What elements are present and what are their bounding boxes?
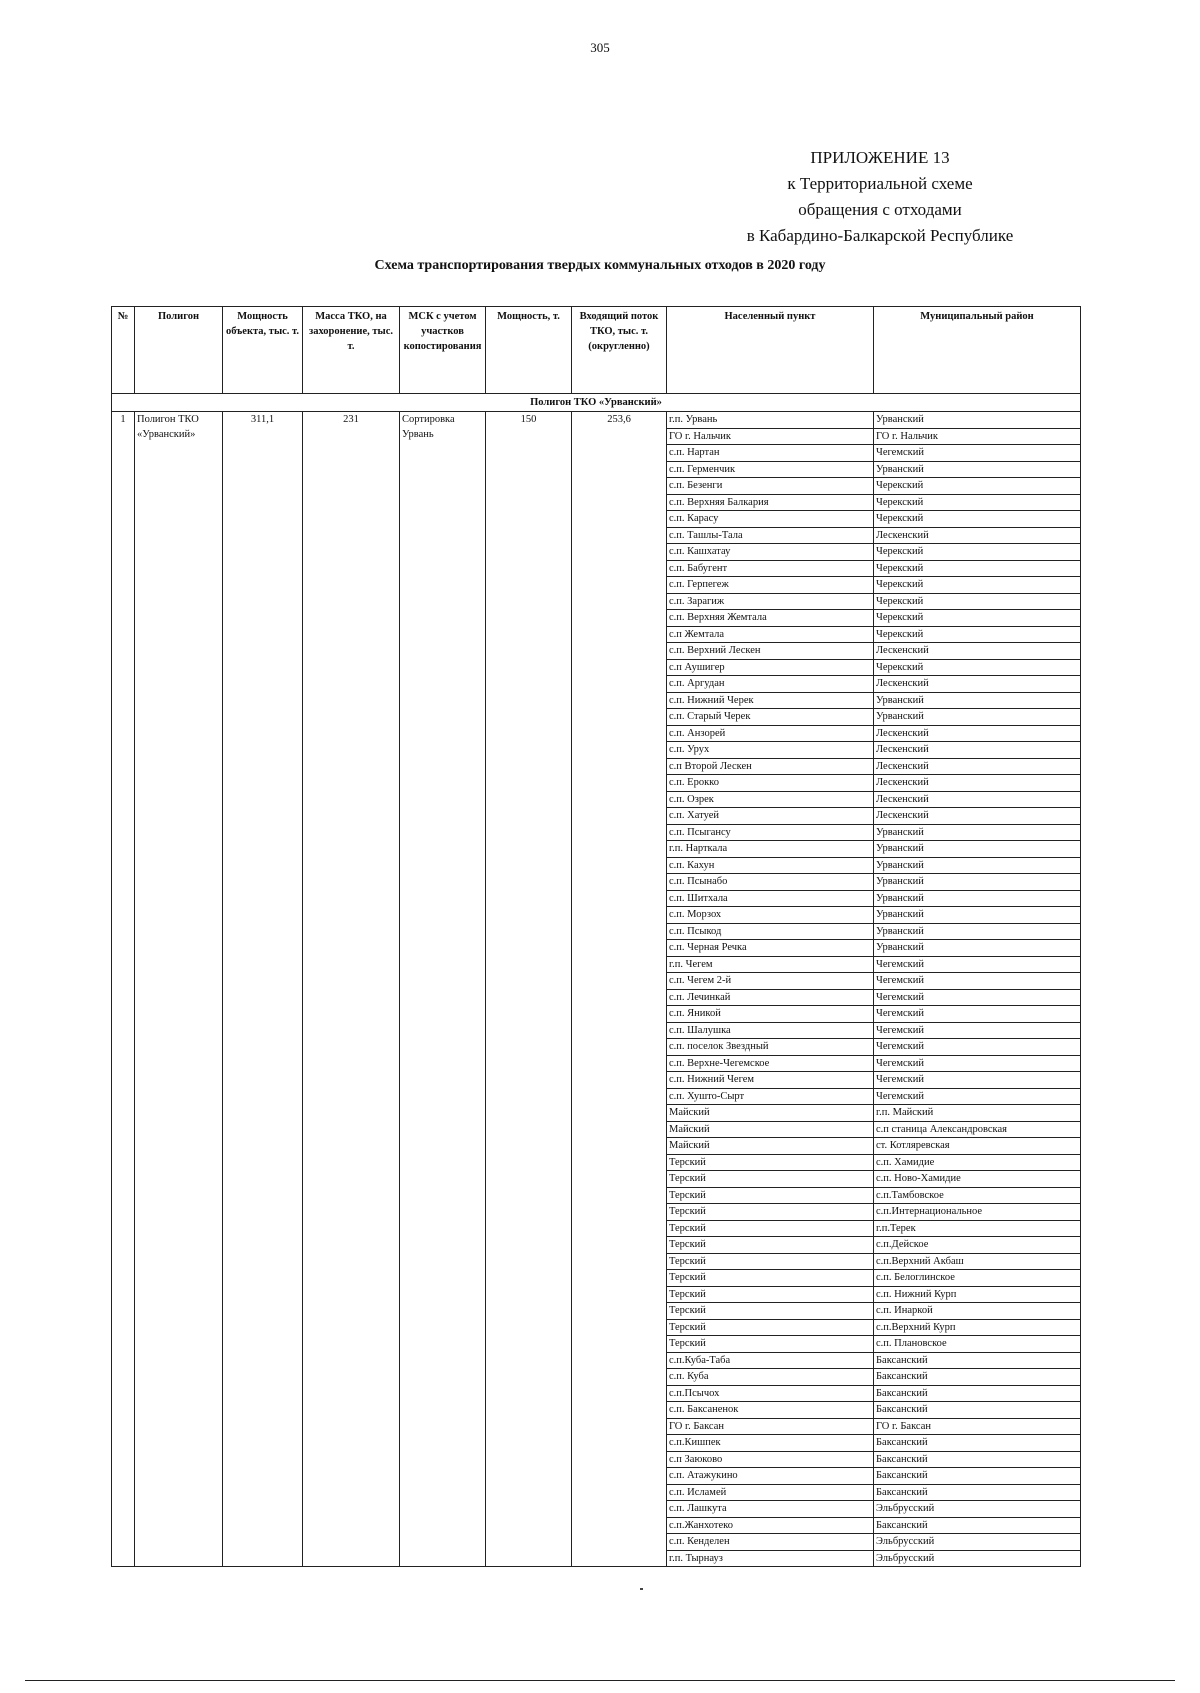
district-cell: с.п.Верхний Акбаш: [874, 1253, 1081, 1270]
header-district: Муниципальный район: [874, 307, 1081, 394]
district-cell: Баксанский: [874, 1402, 1081, 1419]
section-row: [112, 394, 1081, 412]
district-cell: Чегемский: [874, 1022, 1081, 1039]
settlement-cell: с.п. Хатуей: [667, 808, 874, 825]
header-msk: МСК с учетом участков копостирования: [400, 307, 486, 394]
settlement-cell: ГО г. Нальчик: [667, 428, 874, 445]
district-cell: Чегемский: [874, 956, 1081, 973]
district-cell: Чегемский: [874, 989, 1081, 1006]
settlement-cell: с.п. Верхний Лескен: [667, 643, 874, 660]
district-cell: с.п.Верхний Курп: [874, 1319, 1081, 1336]
district-cell: Баксанский: [874, 1517, 1081, 1534]
settlement-cell: с.п. Озрек: [667, 791, 874, 808]
settlement-cell: с.п Аушигер: [667, 659, 874, 676]
settlement-cell: Терский: [667, 1220, 874, 1237]
district-cell: Черекский: [874, 659, 1081, 676]
district-cell: Баксанский: [874, 1468, 1081, 1485]
capacity-cell: [223, 412, 303, 1567]
district-cell: Урванский: [874, 461, 1081, 478]
district-cell: Лескенский: [874, 725, 1081, 742]
district-cell: Урванский: [874, 412, 1081, 429]
settlement-cell: с.п. Анзорей: [667, 725, 874, 742]
settlement-cell: с.п. Кашхатау: [667, 544, 874, 561]
num-cell: [112, 412, 135, 1567]
settlement-cell: с.п.Кишпек: [667, 1435, 874, 1452]
settlement-cell: Терский: [667, 1187, 874, 1204]
settlement-cell: с.п Второй Лескен: [667, 758, 874, 775]
header-incoming: Входящий поток ТКО, тыс. т. (округленно): [572, 307, 667, 394]
document-title: Схема транспортирования твердых коммунальных отходов в 2020 году: [374, 258, 826, 273]
settlement-cell: с.п.Жанхотеко: [667, 1517, 874, 1534]
settlement-cell: Терский: [667, 1171, 874, 1188]
msk-value: Урвань: [402, 429, 434, 440]
settlement-cell: с.п. Ерокко: [667, 775, 874, 792]
district-cell: с.п. Нижний Курп: [874, 1286, 1081, 1303]
msk-capacity-cell: [486, 412, 572, 1567]
district-cell: Эльбрусский: [874, 1501, 1081, 1518]
settlement-cell: с.п.Псычох: [667, 1385, 874, 1402]
district-cell: Чегемский: [874, 1055, 1081, 1072]
msk-cell: [400, 412, 486, 1567]
district-cell: Урванский: [874, 692, 1081, 709]
settlement-cell: с.п. Кенделен: [667, 1534, 874, 1551]
appendix-header: [700, 145, 1060, 249]
settlement-cell: с.п. Аргудан: [667, 676, 874, 693]
settlement-cell: с.п. Псыкод: [667, 923, 874, 940]
district-cell: с.п.Тамбовское: [874, 1187, 1081, 1204]
settlement-cell: с.п. Урух: [667, 742, 874, 759]
appendix-line-2: к Территориальной схеме: [787, 174, 973, 193]
settlement-cell: Терский: [667, 1270, 874, 1287]
header-num: №: [112, 307, 135, 394]
settlement-cell: с.п. Старый Черек: [667, 709, 874, 726]
appendix-line-3: обращения с отходами: [798, 200, 962, 219]
district-cell: Баксанский: [874, 1484, 1081, 1501]
district-cell: г.п. Майский: [874, 1105, 1081, 1122]
settlement-cell: Майский: [667, 1121, 874, 1138]
header-row: [112, 307, 1081, 394]
scan-speck: [640, 1588, 643, 1590]
settlement-cell: с.п. Баксаненок: [667, 1402, 874, 1419]
district-cell: Черекский: [874, 494, 1081, 511]
district-cell: г.п.Терек: [874, 1220, 1081, 1237]
settlement-cell: с.п. Герпегеж: [667, 577, 874, 594]
settlement-cell: Терский: [667, 1286, 874, 1303]
settlement-cell: с.п. Яникой: [667, 1006, 874, 1023]
district-cell: Баксанский: [874, 1369, 1081, 1386]
settlement-cell: с.п. Шалушка: [667, 1022, 874, 1039]
incoming-value: 253,6: [607, 414, 631, 425]
settlement-cell: с.п. Куба: [667, 1369, 874, 1386]
settlement-cell: с.п. Кахун: [667, 857, 874, 874]
section-title: Полигон ТКО «Урванский»: [112, 394, 1081, 412]
settlement-cell: Терский: [667, 1303, 874, 1320]
transport-scheme-table: [111, 306, 1081, 1567]
page-bottom-line: [25, 1680, 1175, 1681]
district-cell: Лескенский: [874, 676, 1081, 693]
district-cell: Черекский: [874, 610, 1081, 627]
settlement-cell: с.п. Ташлы-Тала: [667, 527, 874, 544]
settlement-cell: Терский: [667, 1253, 874, 1270]
settlement-cell: г.п. Тырнауз: [667, 1550, 874, 1567]
settlement-cell: Терский: [667, 1154, 874, 1171]
settlement-cell: с.п. поселок Звездный: [667, 1039, 874, 1056]
header-polygon: Полигон: [135, 307, 223, 394]
header-capacity: Мощность объекта, тыс. т.: [223, 307, 303, 394]
settlement-cell: с.п. Чегем 2-й: [667, 973, 874, 990]
district-cell: Урванский: [874, 709, 1081, 726]
settlement-cell: с.п. Лечинкай: [667, 989, 874, 1006]
settlement-cell: Терский: [667, 1319, 874, 1336]
district-cell: Чегемский: [874, 973, 1081, 990]
district-cell: Урванский: [874, 940, 1081, 957]
district-cell: Черекский: [874, 544, 1081, 561]
num-value: 1: [120, 414, 126, 425]
settlement-cell: с.п. Верхняя Балкария: [667, 494, 874, 511]
district-cell: Черекский: [874, 593, 1081, 610]
page-number: 305: [590, 40, 610, 55]
district-cell: Урванский: [874, 923, 1081, 940]
district-cell: Урванский: [874, 841, 1081, 858]
district-cell: Черекский: [874, 560, 1081, 577]
district-cell: Урванский: [874, 857, 1081, 874]
settlement-cell: с.п. Зарагиж: [667, 593, 874, 610]
district-cell: с.п. Хамидие: [874, 1154, 1081, 1171]
settlement-cell: с.п. Псынабо: [667, 874, 874, 891]
district-cell: Черекский: [874, 577, 1081, 594]
settlement-cell: с.п. Нижний Черек: [667, 692, 874, 709]
district-cell: Баксанский: [874, 1385, 1081, 1402]
district-cell: Урванский: [874, 874, 1081, 891]
settlement-cell: с.п Жемтала: [667, 626, 874, 643]
district-cell: Чегемский: [874, 1039, 1081, 1056]
polygon-value: «Урванский»: [137, 429, 196, 440]
capacity-value: 311,1: [250, 414, 275, 425]
settlement-cell: с.п.Куба-Таба: [667, 1352, 874, 1369]
district-cell: Лескенский: [874, 808, 1081, 825]
district-cell: Баксанский: [874, 1451, 1081, 1468]
district-cell: с.п. Плановское: [874, 1336, 1081, 1353]
settlement-cell: с.п. Морзох: [667, 907, 874, 924]
settlement-cell: ГО г. Баксан: [667, 1418, 874, 1435]
settlement-cell: с.п. Верхне-Чегемское: [667, 1055, 874, 1072]
district-cell: Чегемский: [874, 1072, 1081, 1089]
district-cell: Чегемский: [874, 1088, 1081, 1105]
district-cell: Чегемский: [874, 1006, 1081, 1023]
district-cell: Лескенский: [874, 758, 1081, 775]
settlement-cell: г.п. Нарткала: [667, 841, 874, 858]
settlement-cell: с.п. Нижний Чегем: [667, 1072, 874, 1089]
settlement-cell: с.п. Нартан: [667, 445, 874, 462]
district-cell: Урванский: [874, 907, 1081, 924]
settlement-cell: Майский: [667, 1138, 874, 1155]
district-cell: ГО г. Нальчик: [874, 428, 1081, 445]
settlement-cell: г.п. Урвань: [667, 412, 874, 429]
settlement-cell: с.п. Верхняя Жемтала: [667, 610, 874, 627]
district-cell: с.п. Белоглинское: [874, 1270, 1081, 1287]
settlement-cell: Майский: [667, 1105, 874, 1122]
settlement-cell: с.п. Безенги: [667, 478, 874, 495]
district-cell: Лескенский: [874, 775, 1081, 792]
appendix-line-4: в Кабардино-Балкарской Республике: [746, 226, 1014, 245]
district-cell: Лескенский: [874, 527, 1081, 544]
table-row: [112, 412, 1081, 429]
polygon-cell: [135, 412, 223, 1567]
settlement-cell: с.п. Хушто-Сырт: [667, 1088, 874, 1105]
settlement-cell: с.п Заюково: [667, 1451, 874, 1468]
district-cell: Баксанский: [874, 1352, 1081, 1369]
district-cell: Баксанский: [874, 1435, 1081, 1452]
settlement-cell: с.п. Лашкута: [667, 1501, 874, 1518]
district-cell: с.п.Дейское: [874, 1237, 1081, 1254]
district-cell: Чегемский: [874, 445, 1081, 462]
settlement-cell: с.п. Бабугент: [667, 560, 874, 577]
mass-cell: [303, 412, 400, 1567]
district-cell: Черекский: [874, 478, 1081, 495]
district-cell: ст. Котляревская: [874, 1138, 1081, 1155]
settlement-cell: с.п. Атажукино: [667, 1468, 874, 1485]
polygon-value: Полигон ТКО: [137, 414, 199, 425]
district-cell: Лескенский: [874, 742, 1081, 759]
district-cell: Эльбрусский: [874, 1534, 1081, 1551]
district-cell: ГО г. Баксан: [874, 1418, 1081, 1435]
header-settlement: Населенный пункт: [667, 307, 874, 394]
settlement-cell: с.п. Псыгансу: [667, 824, 874, 841]
settlement-cell: Терский: [667, 1237, 874, 1254]
district-cell: с.п станица Александровская: [874, 1121, 1081, 1138]
settlement-cell: г.п. Чегем: [667, 956, 874, 973]
district-cell: Урванский: [874, 890, 1081, 907]
msk-capacity-value: 150: [520, 414, 537, 425]
district-cell: с.п.Интернациональное: [874, 1204, 1081, 1221]
district-cell: с.п. Ново-Хамидие: [874, 1171, 1081, 1188]
incoming-cell: [572, 412, 667, 1567]
district-cell: Эльбрусский: [874, 1550, 1081, 1567]
district-cell: Урванский: [874, 824, 1081, 841]
settlement-cell: Терский: [667, 1336, 874, 1353]
settlement-cell: Терский: [667, 1204, 874, 1221]
settlement-cell: с.п. Карасу: [667, 511, 874, 528]
settlement-cell: с.п. Шитхала: [667, 890, 874, 907]
settlement-cell: с.п. Черная Речка: [667, 940, 874, 957]
district-cell: Лескенский: [874, 791, 1081, 808]
mass-value: 231: [343, 414, 359, 425]
district-cell: Лескенский: [874, 643, 1081, 660]
appendix-line-1: ПРИЛОЖЕНИЕ 13: [810, 148, 950, 167]
settlement-cell: с.п. Герменчик: [667, 461, 874, 478]
district-cell: с.п. Инаркой: [874, 1303, 1081, 1320]
district-cell: Черекский: [874, 626, 1081, 643]
header-msk-capacity: Мощность, т.: [486, 307, 572, 394]
header-mass: Масса ТКО, на захоронение, тыс. т.: [303, 307, 400, 394]
msk-value: Сортировка: [402, 414, 455, 425]
district-cell: Черекский: [874, 511, 1081, 528]
settlement-cell: с.п. Исламей: [667, 1484, 874, 1501]
